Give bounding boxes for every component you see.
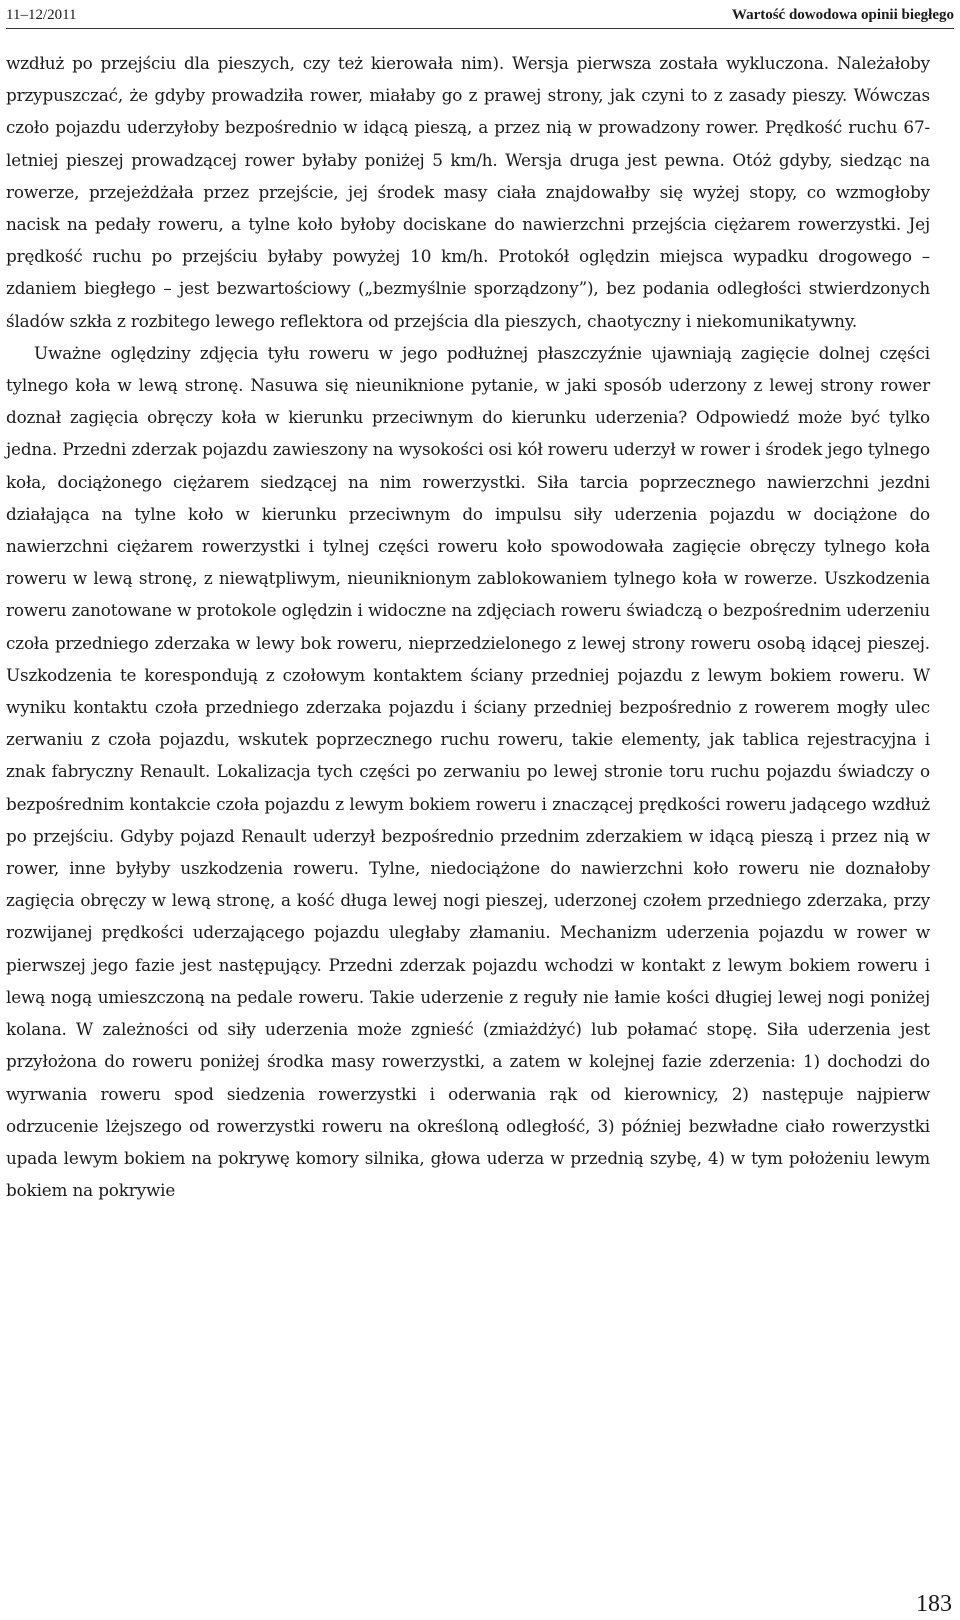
paragraph-continuation: wzdłuż po przejściu dla pieszych, czy też kierowała nim). Wersja pierwsza została wykluczona. Należałoby przypuszczać, że gdyby prowadziła rower, miałaby go z prawej strony, jak czyni to z zasady pieszy. Wówczas czoło pojazdu uderzyłoby bezpośrednio w idącą pieszą, a przez nią w prowadzony rower. Prędkość ruchu 67-letniej pieszej prowadzącej rower byłaby poniżej 5 km/h. Wersja druga jest pewna. Otóż gdyby, siedząc na rowerze, przejeżdżała przez przejście, jej środek masy ciała znajdowałby się wyżej stopy, co wzmogłoby nacisk na pedały roweru, a tylne koło byłoby dociskane do nawierzchni przejścia ciężarem rowerzystki. Jej prędkość ruchu po przejściu byłaby powyżej 10 km/h. Protokół oględzin miejsca wypadku drogowego – zdaniem biegłego – jest bezwartościowy („bezmyślnie sporządzony”), bez podania odległości stwierdzonych śladów szkła z rozbitego lewego reflektora od przejścia dla pieszych, chaotyczny i niekomunikatywny. [6, 53, 930, 331]
article-title: Wartość dowodowa opinii biegłego [731, 6, 954, 23]
issue-label: 11–12/2011 [6, 6, 77, 23]
article-body [6, 47, 930, 1206]
running-header [6, 2, 954, 29]
page-number: 183 [916, 1591, 952, 1617]
paragraph: Uważne oględziny zdjęcia tyłu roweru w jego podłużnej płaszczyźnie ujawniają zagięcie dolnej części tylnego koła w lewą stronę. Nasuwa się nieuniknione pytanie, w jaki sposób uderzony z lewej strony rower doznał zagięcia obręczy koła w kierunku przeciwnym do kierunku uderzenia? Odpowiedź może być tylko jedna. Przedni zderzak pojazdu zawieszony na wysokości osi kół roweru uderzył w rower i środek jego tylnego koła, dociążonego ciężarem siedzącej na nim rowerzystki. Siła tarcia poprzecznego nawierzchni jezdni działająca na tylne koło w kierunku przeciwnym do impulsu siły uderzenia pojazdu w dociążone do nawierzchni ciężarem rowerzystki i tylnej części roweru koło spowodowała zagięcie obręczy tylnego koła roweru w lewą stronę, z niewątpliwym, nieuniknionym zablokowaniem tylnego koła w rowerze. Uszkodzenia roweru zanotowane w protokole oględzin i widoczne na zdjęciach roweru świadczą o bezpośrednim uderzeniu czoła przedniego zderzaka w lewy bok roweru, nieprzedzielonego z lewej strony roweru osobą idącej pieszej. Uszkodzenia te korespondują z czołowym kontaktem ściany przedniej pojazdu z lewym bokiem roweru. W wyniku kontaktu czoła przedniego zderzaka pojazdu i ściany przedniej bezpośrednio z rowerem mogły ulec zerwaniu z czoła pojazdu, wskutek poprzecznego ruchu roweru, takie elementy, jak tablica rejestracyjna i znak fabryczny Renault. Lokalizacja tych części po zerwaniu po lewej stronie toru ruchu pojazdu świadczy o bezpośrednim kontakcie czoła pojazdu z lewym bokiem roweru i znaczącej prędkości roweru jadącego wzdłuż po przejściu. Gdyby pojazd Renault uderzył bezpośrednio przednim zderzakiem w idącą pieszą i przez nią w rower, inne byłyby uszkodzenia roweru. Tylne, niedociążone do nawierzchni koło roweru nie doznałoby zagięcia obręczy w lewą stronę, a kość długa lewej nogi pieszej, uderzonej czołem przedniego zderzaka, przy rozwijanej prędkości uderzającego pojazdu uległaby złamaniu. Mechanizm uderzenia pojazdu w rower w pierwszej jego fazie jest następujący. Przedni zderzak pojazdu wchodzi w kontakt z lewym bokiem roweru i lewą nogą umieszczoną na pedale roweru. Takie uderzenie z reguły nie łamie kości długiej lewej nogi poniżej kolana. W zależności od siły uderzenia może zgnieść (zmiażdżyć) lub połamać stopę. Siła uderzenia jest przyłożona do roweru poniżej środka masy rowerzystki, a zatem w kolejnej fazie zderzenia: 1) dochodzi do wyrwania roweru spod siedzenia rowerzystki i oderwania rąk od kierownicy, 2) następuje najpierw odrzucenie lżejszego od rowerzystki roweru na określoną odległość, 3) później bezwładne ciało rowerzystki upada lewym bokiem na pokrywę komory silnika, głowa uderza w przednią szybę, 4) w tym położeniu lewym bokiem na pokrywie [6, 342, 930, 1201]
